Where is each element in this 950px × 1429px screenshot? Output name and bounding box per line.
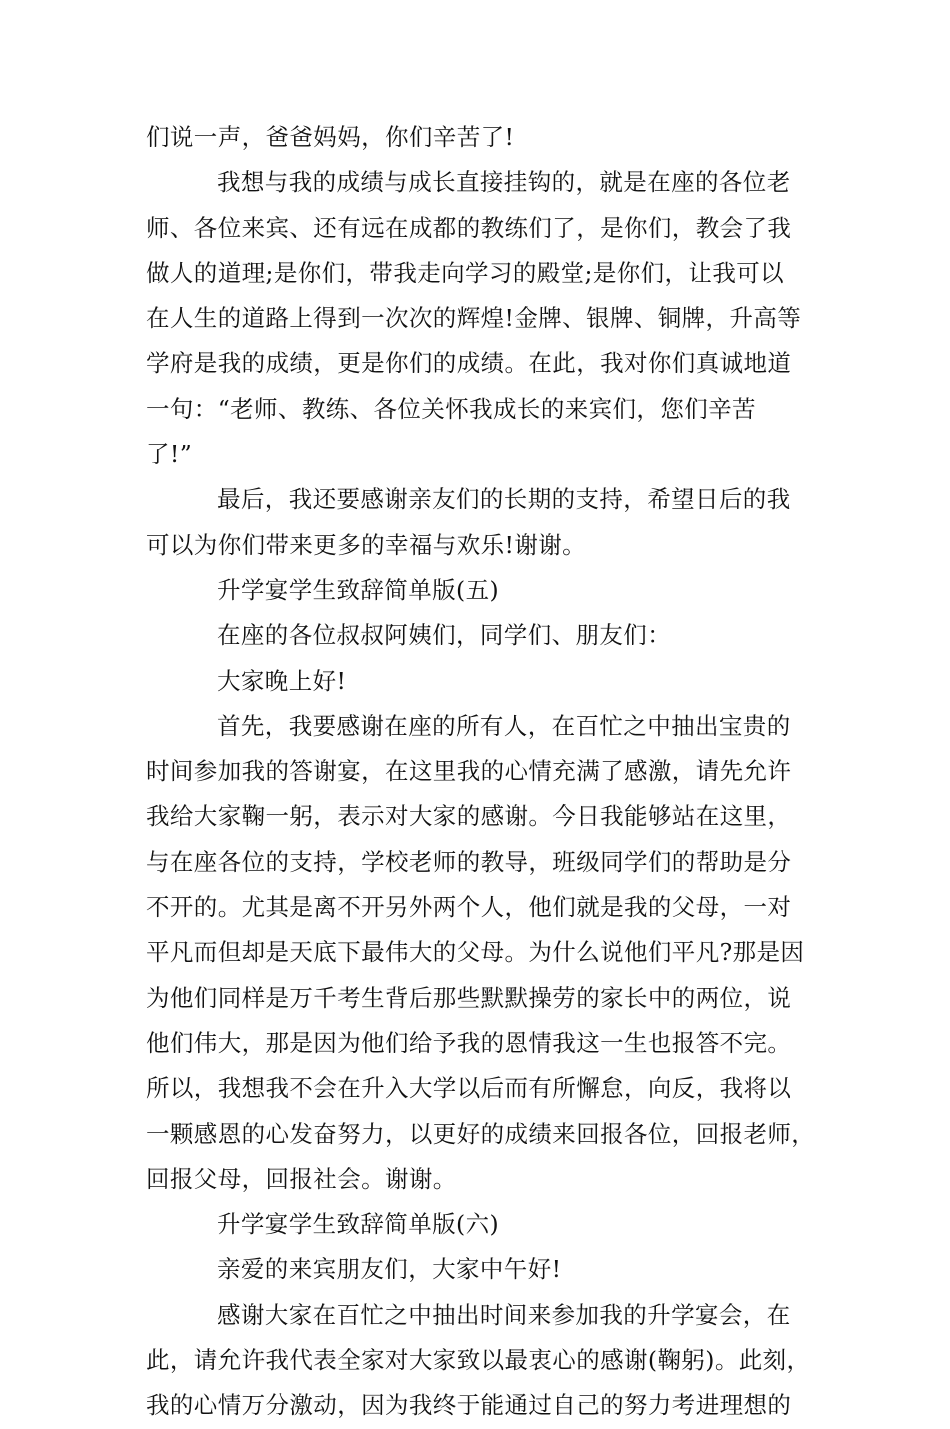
text-line: 时间参加我的答谢宴，在这里我的心情充满了感激，请先允许 — [146, 757, 792, 786]
text-line: 在人生的道路上得到一次次的辉煌!金牌、银牌、铜牌，升高等 — [146, 304, 802, 333]
text-line: 首先，我要感谢在座的所有人，在百忙之中抽出宝贵的 — [217, 711, 791, 740]
text-line: 最后，我还要感谢亲友们的长期的支持，希望日后的我 — [217, 485, 791, 514]
text-line: 升学宴学生致辞简单版(五) — [217, 575, 500, 604]
text-line: 此，请允许我代表全家对大家致以最衷心的感谢(鞠躬)。此刻， — [146, 1346, 811, 1375]
text-line: 在座的各位叔叔阿姨们，同学们、朋友们： — [217, 621, 672, 650]
text-line: 感谢大家在百忙之中抽出时间来参加我的升学宴会，在 — [217, 1300, 791, 1329]
text-line: 所以，我想我不会在升入大学以后而有所懈怠，向反，我将以 — [146, 1074, 792, 1103]
text-line: 他们伟大，那是因为他们给予我的恩情我这一生也报答不完。 — [146, 1028, 792, 1057]
text-line: 我想与我的成绩与成长直接挂钩的，就是在座的各位老 — [217, 168, 791, 197]
text-line: 做人的道理;是你们，带我走向学习的殿堂;是你们，让我可以 — [146, 258, 785, 287]
text-line: 们说一声，爸爸妈妈，你们辛苦了! — [146, 123, 515, 151]
text-line: 亲爱的来宾朋友们，大家中午好! — [217, 1255, 562, 1284]
text-line: 一颗感恩的心发奋努力，以更好的成绩来回报各位，回报老师， — [146, 1119, 816, 1148]
text-line: 与在座各位的支持，学校老师的教导，班级同学们的帮助是分 — [146, 847, 792, 876]
text-line: 回报父母，回报社会。谢谢。 — [146, 1164, 457, 1193]
text-line: 升学宴学生致辞简单版(六) — [217, 1210, 500, 1239]
text-line: 可以为你们带来更多的幸福与欢乐!谢谢。 — [146, 530, 587, 559]
document-page — [146, 115, 816, 1429]
text-line: 我的心情万分激动，因为我终于能通过自己的努力考进理想的 — [146, 1391, 792, 1420]
text-line: 大家晚上好! — [217, 666, 347, 695]
text-line: 学府是我的成绩，更是你们的成绩。在此，我对你们真诚地道 — [146, 349, 792, 378]
text-line: 了!” — [146, 440, 193, 469]
text-line: 师、各位来宾、还有远在成都的教练们了，是你们，教会了我 — [146, 213, 792, 242]
text-line: 不开的。尤其是离不开另外两个人，他们就是我的父母，一对 — [146, 893, 792, 922]
text-line: 我给大家鞠一躬，表示对大家的感谢。今日我能够站在这里， — [146, 802, 792, 831]
text-line: 为他们同样是万千考生背后那些默默操劳的家长中的两位，说 — [146, 983, 792, 1012]
text-line: 平凡而但却是天底下最伟大的父母。为什么说他们平凡?那是因 — [146, 938, 805, 967]
text-line: 一句：“老师、教练、各位关怀我成长的来宾们，您们辛苦 — [146, 394, 756, 423]
